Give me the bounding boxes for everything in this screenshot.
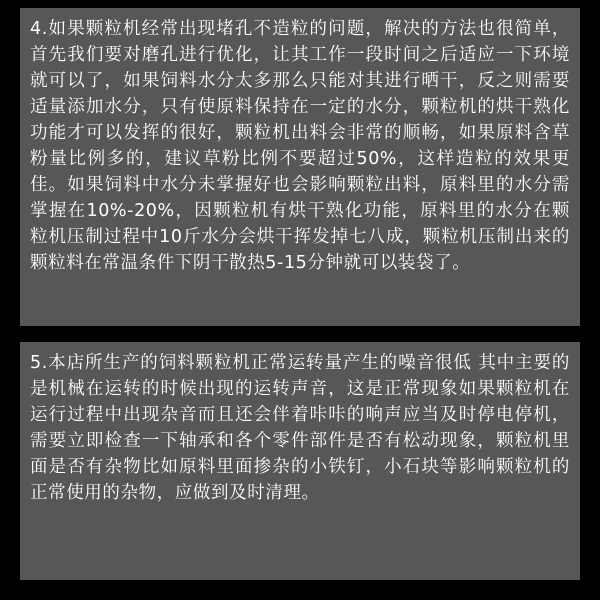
tip-card-4 xyxy=(20,8,580,326)
tip-paragraph-5: 5.本店所生产的饲料颗粒机正常运转量产生的噪音很低 其中主要的是机械在运转的时候出现的运转声音，这是正常现象如果颗粒机在运行过程中出现杂音而且还会伴着咔咔的响声应当及时停电停机，需要立即检查一下轴承和各个零件部件是否有松动现象，颗粒机里面是否有杂物比如原料里面掺杂的小铁钉，小石块等影响颗粒机的正常使用的杂物，应做到及时清理。 xyxy=(30,353,570,503)
tip-paragraph-4: 4.如果颗粒机经常出现堵孔不造粒的问题，解决的方法也很简单，首先我们要对磨孔进行优化，让其工作一段时间之后适应一下环境就可以了，如果饲料水分太多那么只能对其进行晒干，反之则需要适量添加水分，只有使原料保持在一定的水分，颗粒机的烘干熟化功能才可以发挥的很好，颗粒机出料会非常的顺畅，如果原料含草粉量比例多的，建议草粉比例不要超过50%，这样造粒的效果更佳。如果饲料中水分未掌握好也会影响颗粒出料，原料里的水分需掌握在10%-20%，因颗粒机有烘干熟化功能，原料里的水分在颗粒机压制过程中10斤水分会烘干挥发掉七八成，颗粒机压制出来的颗粒料在常温条件下阴干散热5-15分钟就可以装袋了。 xyxy=(30,19,570,273)
tip-card-5 xyxy=(20,342,580,580)
